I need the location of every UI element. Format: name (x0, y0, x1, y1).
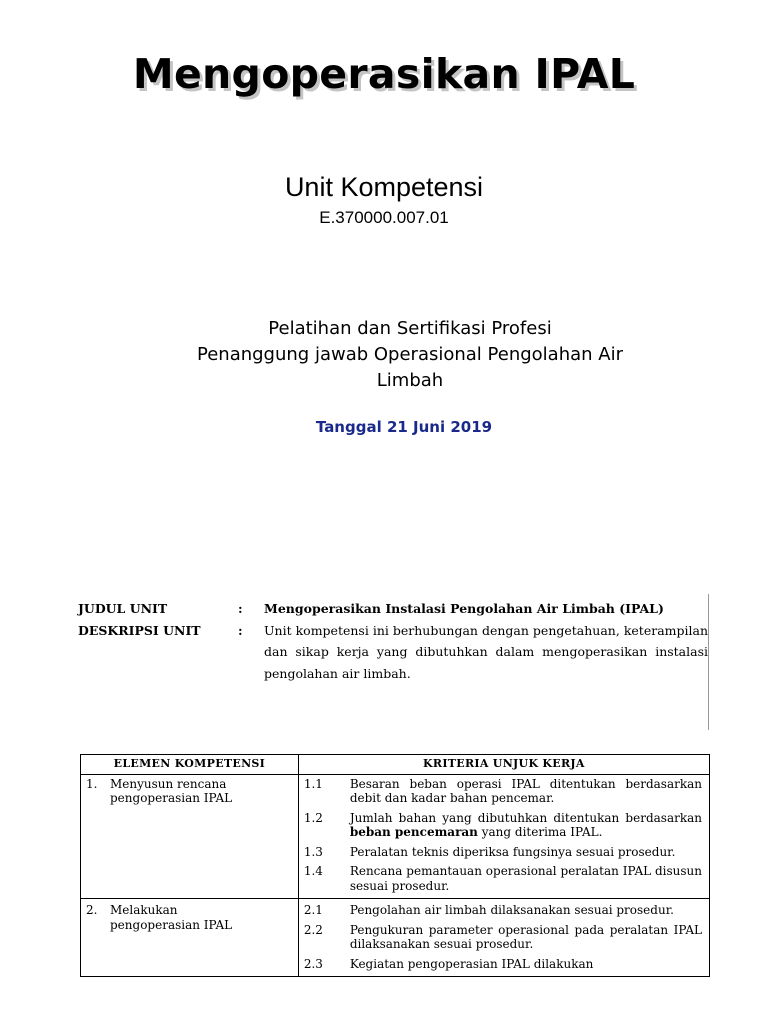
kriteria-item (300, 844, 708, 864)
document-date: Tanggal 21 Juni 2019 (315, 418, 493, 436)
elemen-text: Menyusun rencana pengoperasian IPAL (110, 776, 233, 805)
kriteria-number: 1.3 (303, 844, 323, 859)
kriteria-number: 1.2 (303, 810, 323, 825)
kriteria-item (300, 776, 708, 810)
kriteria-item (300, 902, 708, 922)
training-block (170, 316, 650, 394)
kriteria-number: 1.4 (303, 864, 323, 878)
kriteria-text (350, 811, 702, 840)
kriteria-number: 2.3 (303, 956, 323, 971)
header-elemen: ELEMEN KOMPETENSI (81, 755, 299, 775)
judul-unit-colon: : (238, 601, 243, 616)
page-title: Mengoperasikan IPAL (132, 50, 636, 98)
table-row (81, 899, 710, 977)
kriteria-text: Pengukuran parameter operasional pada peralatan IPAL dilaksanakan sesuai prosedur. (349, 922, 702, 951)
unit-description-block (78, 598, 710, 684)
deskripsi-unit-row (78, 620, 710, 685)
kriteria-item (300, 863, 708, 897)
elemen-cell (81, 774, 299, 899)
training-line-2: Penanggung jawab Operasional Pengolahan Air (197, 344, 623, 365)
kriteria-number: 2.2 (303, 922, 323, 937)
kriteria-text-c: yang diterima IPAL. (481, 825, 603, 839)
judul-unit-value: Mengoperasikan Instalasi Pengolahan Air Limbah (IPAL) (264, 601, 664, 616)
judul-unit-row (78, 598, 710, 620)
header-kriteria: KRITERIA UNJUK KERJA (298, 755, 709, 775)
elemen-cell (81, 899, 299, 977)
elemen-text: Melakukan pengoperasian IPAL (110, 903, 233, 932)
kriteria-text: Kegiatan pengoperasian IPAL dilakukan (349, 956, 594, 971)
kriteria-text-bold: beban pencemaran (349, 825, 478, 839)
kriteria-item (300, 922, 708, 956)
kriteria-item (300, 956, 708, 976)
kriteria-item (300, 810, 708, 844)
kriteria-number: 2.1 (303, 903, 323, 917)
elemen-number: 1. (86, 776, 98, 791)
kriteria-text-a: Jumlah bahan yang dibutuhkan ditentukan berdasarkan (349, 810, 702, 825)
judul-unit-label: JUDUL UNIT (78, 601, 168, 616)
kriteria-cell (298, 899, 709, 977)
unit-subtitle: Unit Kompetensi (284, 172, 484, 202)
training-line-1: Pelatihan dan Sertifikasi Profesi (268, 318, 552, 339)
kriteria-cell (298, 774, 709, 899)
deskripsi-unit-value: Unit kompetensi ini berhubungan dengan pengetahuan, keterampilan dan sikap kerja yang dibutuhkan dalam mengoperasikan instalasi pengolahan air limbah. (264, 622, 708, 681)
kriteria-text: Pengolahan air limbah dilaksanakan sesuai prosedur. (349, 903, 674, 917)
kriteria-text: Peralatan teknis diperiksa fungsinya sesuai prosedur. (349, 844, 676, 859)
deskripsi-unit-label: DESKRIPSI UNIT (78, 622, 201, 638)
table-row (81, 774, 710, 899)
deskripsi-unit-colon: : (238, 622, 243, 638)
table-header-row (81, 755, 710, 775)
kriteria-number: 1.1 (303, 776, 323, 791)
competency-table (80, 754, 710, 977)
training-line-3: Limbah (376, 370, 444, 391)
elemen-number: 2. (86, 903, 98, 917)
kriteria-text: Besaran beban operasi IPAL ditentukan berdasarkan debit dan kadar bahan pencemar. (349, 776, 702, 805)
unit-code: E.370000.007.01 (319, 208, 449, 227)
kriteria-text: Rencana pemantauan operasional peralatan IPAL disusun sesuai prosedur. (349, 864, 702, 893)
